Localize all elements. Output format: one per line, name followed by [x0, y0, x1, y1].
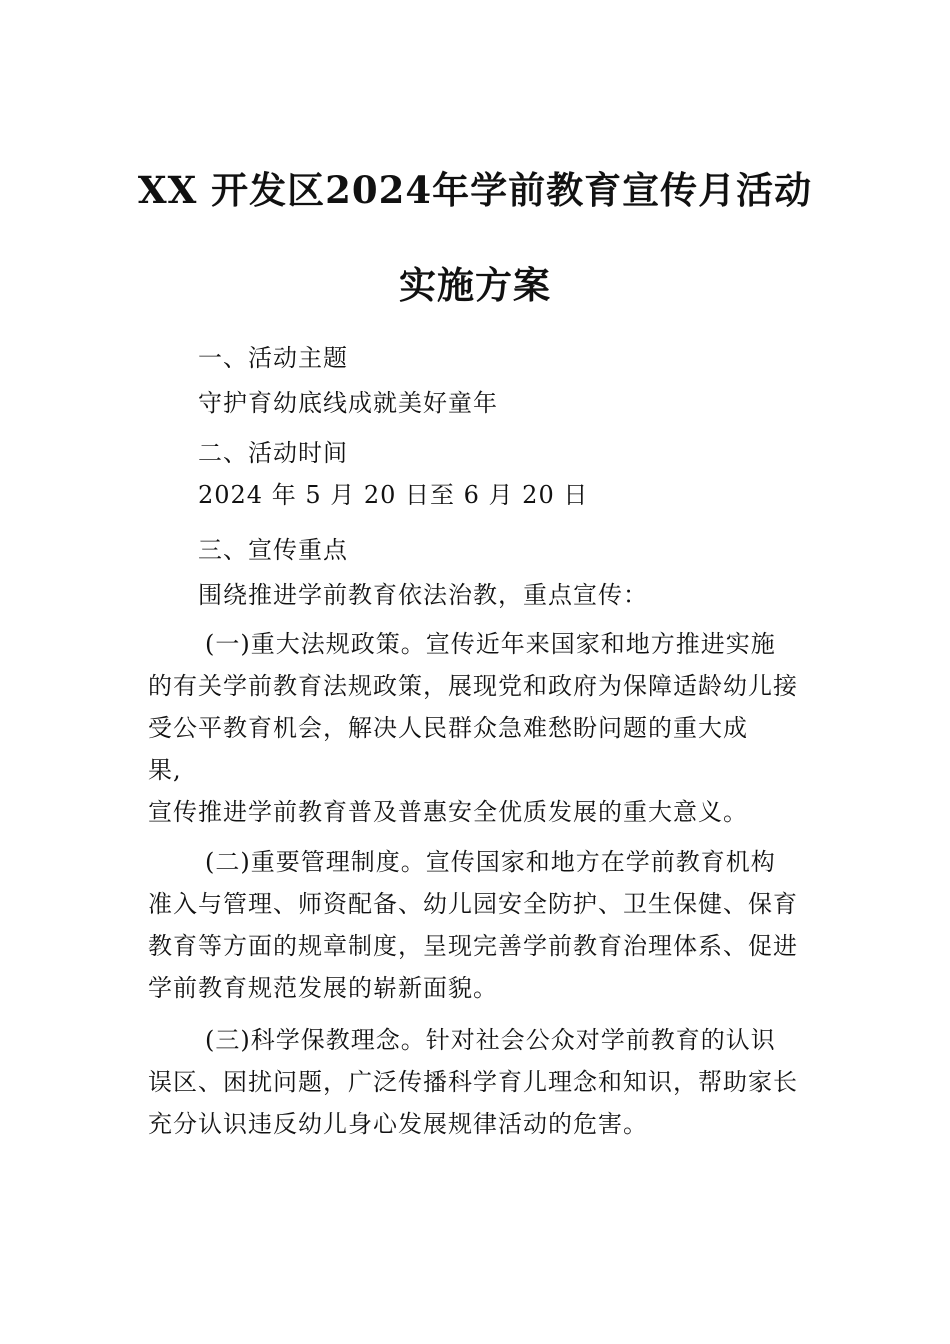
- section-theme-heading: 一、活动主题: [198, 344, 348, 372]
- item1-line5: 宣传推进学前教育普及普惠安全优质发展的重大意义。: [148, 798, 748, 826]
- section-theme-text: 守护育幼底线成就美好童年: [198, 389, 498, 417]
- section-focus-heading: 三、宣传重点: [198, 536, 348, 564]
- document-title-line2: 实施方案: [399, 263, 551, 307]
- item2-line2: 准入与管理、师资配备、幼儿园安全防护、卫生保健、保育: [148, 890, 798, 918]
- section-time-text: 2024 年 5 月 20 日至 6 月 20 日: [198, 481, 589, 509]
- item3-line1: (三)科学保教理念。针对社会公众对学前教育的认识: [205, 1026, 776, 1054]
- section-time-heading: 二、活动时间: [198, 439, 348, 467]
- item1-line2: 的有关学前教育法规政策，展现党和政府为保障适龄幼儿接: [148, 672, 798, 700]
- item3-line2: 误区、困扰问题，广泛传播科学育儿理念和知识，帮助家长: [148, 1068, 798, 1096]
- item1-line3: 受公平教育机会，解决人民群众急难愁盼问题的重大成: [148, 714, 748, 742]
- item2-line1: (二)重要管理制度。宣传国家和地方在学前教育机构: [205, 848, 776, 876]
- item1-line1: (一)重大法规政策。宣传近年来国家和地方推进实施: [205, 630, 776, 658]
- item2-line3: 教育等方面的规章制度，呈现完善学前教育治理体系、促进: [148, 932, 798, 960]
- item2-line4: 学前教育规范发展的崭新面貌。: [148, 974, 498, 1002]
- item3-line3: 充分认识违反幼儿身心发展规律活动的危害。: [148, 1110, 648, 1138]
- section-focus-intro: 围绕推进学前教育依法治教，重点宣传：: [198, 581, 648, 609]
- document-title-line1: XX 开发区2024年学前教育宣传月活动: [137, 168, 813, 212]
- item1-line4: 果,: [148, 756, 182, 784]
